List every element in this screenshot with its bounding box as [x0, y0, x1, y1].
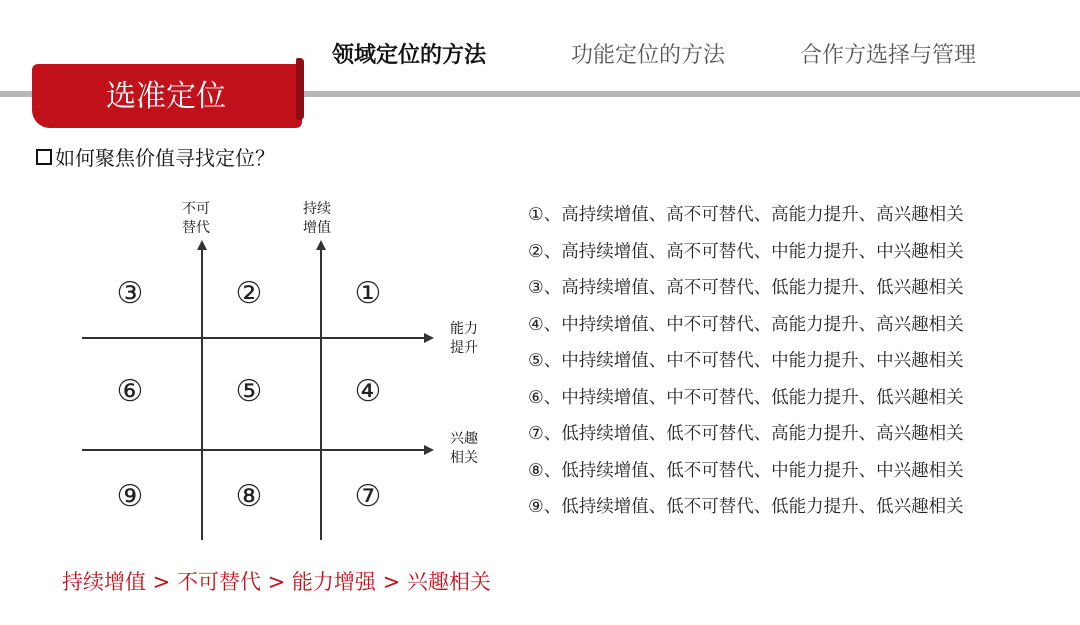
cell-8: ⑧	[235, 479, 263, 514]
priority-order-text: 持续增值 > 不可替代 > 能力增强 > 兴趣相关	[62, 570, 491, 594]
legend-item: ⑧、低持续增值、低不可替代、中能力提升、中兴趣相关	[528, 460, 964, 481]
legend-item: ③、高持续增值、高不可替代、低能力提升、低兴趣相关	[528, 278, 964, 298]
section-title: 选准定位	[106, 79, 226, 114]
cell-9: ⑨	[116, 479, 144, 514]
legend-item: ⑦、低持续增值、低不可替代、高能力提升、高兴趣相关	[528, 424, 964, 444]
legend-item: ⑤、中持续增值、中不可替代、中能力提升、中兴趣相关	[528, 351, 964, 371]
cell-6: ⑥	[116, 374, 144, 409]
legend-item: ⑨、低持续增值、低不可替代、低能力提升、低兴趣相关	[528, 497, 964, 517]
axis-value-add-label-line1: 持续	[303, 201, 331, 217]
axis-value-add-label-line2: 增值	[303, 220, 331, 236]
axis-capability-label-line2: 提升	[450, 340, 478, 356]
axis-interest-label-line1: 兴趣	[450, 431, 478, 447]
cell-2: ②	[235, 276, 263, 311]
cell-3: ③	[116, 276, 144, 311]
tab-partner-selection[interactable]: 合作方选择与管理	[800, 43, 977, 68]
axis-capability-label-line1: 能力	[450, 321, 478, 337]
axis-irreplaceable-label-line2: 替代	[182, 220, 210, 236]
axis-interest-label-line2: 相关	[450, 450, 478, 466]
checkbox-bullet-icon	[36, 149, 52, 165]
cell-5: ⑤	[235, 374, 263, 409]
section-title-banner-fold	[296, 58, 304, 120]
cell-4: ④	[354, 374, 382, 409]
legend-item: ⑥、中持续增值、中不可替代、低能力提升、低兴趣相关	[528, 387, 964, 408]
axis-irreplaceable-label-line1: 不可	[182, 201, 210, 217]
cell-1: ①	[354, 276, 382, 311]
question-text: 如何聚焦价值寻找定位？	[55, 146, 275, 170]
positioning-matrix-diagram	[70, 190, 490, 550]
question-heading	[36, 142, 275, 171]
quadrant-legend	[528, 202, 964, 531]
legend-item: ④、中持续增值、中不可替代、高能力提升、高兴趣相关	[528, 314, 964, 335]
legend-item: ①、高持续增值、高不可替代、高能力提升、高兴趣相关	[528, 205, 964, 225]
tab-domain-positioning[interactable]: 领域定位的方法	[332, 43, 487, 68]
legend-item: ②、高持续增值、高不可替代、中能力提升、中兴趣相关	[528, 241, 964, 262]
cell-7: ⑦	[354, 479, 382, 514]
tab-function-positioning[interactable]: 功能定位的方法	[571, 43, 726, 68]
